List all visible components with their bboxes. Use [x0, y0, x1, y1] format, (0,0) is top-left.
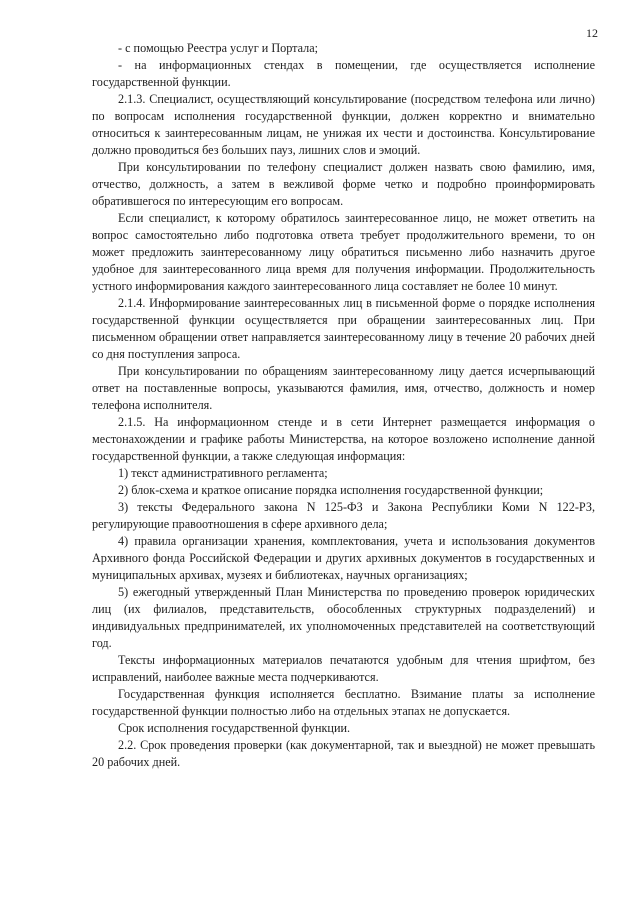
paragraph: Тексты информационных материалов печатаются удобным для чтения шрифтом, без исправлений, наиболее важные места подчеркиваются.: [92, 653, 595, 684]
paragraph: Если специалист, к которому обратилось заинтересованное лицо, не может ответить на вопрос самостоятельно либо подготовка ответа требует продолжительного времени, то он может предложить заинтересованному лицу обратиться письменно либо назначить другое удобное для заинтересованного лица время для получения информации. Продолжительность устного информирования каждого заинтересованного лица составляет не более 10 минут.: [92, 211, 595, 293]
paragraph: - с помощью Реестра услуг и Портала;: [118, 41, 319, 55]
list-item: 5) ежегодный утвержденный План Министерства по проведению проверок юридических лиц (их филиалов, представительств, обособленных структурных подразделений) и индивидуальных предпринимателей, их уполномоченных представителей на соответствующий год.: [92, 585, 595, 650]
paragraph: При консультировании по телефону специалист должен назвать свою фамилию, имя, отчество, должность, а затем в вежливой форме четко и подробно проинформировать обратившегося по интересующим его вопросам.: [92, 160, 595, 208]
paragraph: - на информационных стендах в помещении, где осуществляется исполнение государственной функции.: [92, 58, 595, 89]
list-item: 2) блок-схема и краткое описание порядка исполнения государственной функции;: [118, 483, 544, 497]
paragraph: 2.1.5. На информационном стенде и в сети Интернет размещается информация о местонахождении и графике работы Министерства, на которое возложено исполнение данной государственной функции, а также следующая информация:: [92, 415, 595, 463]
paragraph: Государственная функция исполняется бесплатно. Взимание платы за исполнение государственной функции полностью либо на отдельных этапах не допускается.: [92, 687, 595, 718]
document-body: [92, 40, 595, 771]
section-heading: Срок исполнения государственной функции.: [118, 721, 351, 735]
page-number: 12: [586, 26, 598, 40]
list-item: 4) правила организации хранения, комплектования, учета и использования документов Архивного фонда Российской Федерации и других архивных документов в государственных и муниципальных архивах, музеях и библиотеках, научных организациях;: [92, 534, 595, 582]
paragraph: 2.1.4. Информирование заинтересованных лиц в письменной форме о порядке исполнения государственной функции осуществляется при обращении заинтересованных лиц. При письменном обращении ответ направляется заинтересованному лицу в течение 20 рабочих дней со дня поступления запроса.: [92, 296, 595, 361]
paragraph: 2.2. Срок проведения проверки (как документарной, так и выездной) не может превышать 20 рабочих дней.: [92, 738, 595, 769]
list-item: 3) тексты Федерального закона N 125-ФЗ и Закона Республики Коми N 122-РЗ, регулирующие правоотношения в сфере архивного дела;: [92, 500, 595, 531]
list-item: 1) текст административного регламента;: [118, 466, 328, 480]
paragraph: 2.1.3. Специалист, осуществляющий консультирование (посредством телефона или лично) по вопросам исполнения государственной функции, должен корректно и внимательно относиться к заинтересованным лицам, не унижая их чести и достоинства. Консультирование должно проводиться без больших пауз, лишних слов и эмоций.: [92, 92, 595, 157]
paragraph: При консультировании по обращениям заинтересованному лицу дается исчерпывающий ответ на поставленные вопросы, указываются фамилия, имя, отчество, должность и номер телефона исполнителя.: [92, 364, 595, 412]
